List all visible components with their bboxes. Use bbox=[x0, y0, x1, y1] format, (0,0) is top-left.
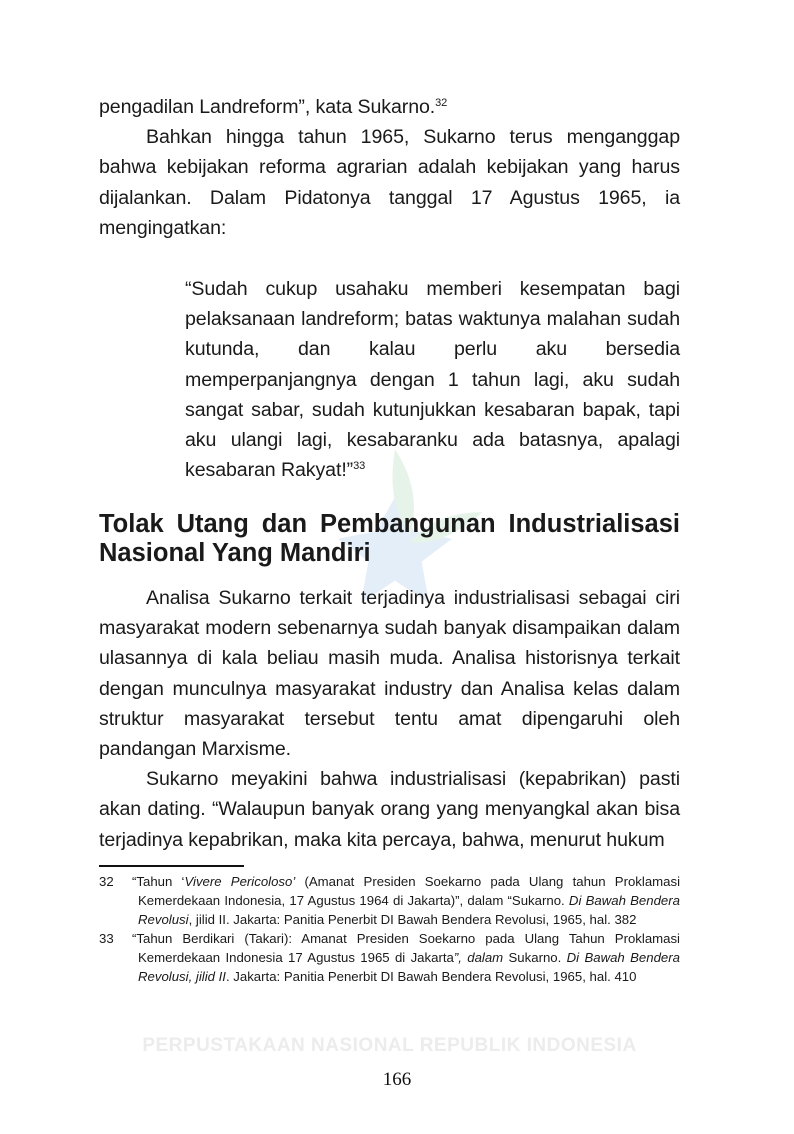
footnotes bbox=[99, 872, 680, 986]
quote-body: “Sudah cukup usahaku memberi kesempatan bagi pelaksanaan landreform; batas waktunya malahan sudah kutunda, dan kalau perlu aku bersedia memperpanjangnya dengan 1 tahun lagi, aku sudah sangat sabar, sudah kutunjukkan kesabaran bapak, tapi aku ulangi lagi, kesabaranku ada batasnya, apalagi kesabaran Rakyat!” bbox=[185, 278, 680, 482]
footnote-text bbox=[132, 872, 680, 929]
footnote-segment: , jilid II. Jakarta: Panitia Penerbit DI Bawah Bendera Revolusi, 1965, hal. 382 bbox=[188, 912, 637, 927]
footnote-segment: Sukarno. bbox=[503, 950, 567, 965]
section-heading-line-1: Tolak Utang dan Pembangunan Industrialisasi bbox=[99, 510, 680, 538]
footnote-segment: (Amanat Presiden Soekarno pada Ulang tahun Proklamasi Kemerdekaan Indonesia, 17 Agustus 1964 di Jakarta)”, dalam “Sukarno. bbox=[138, 874, 680, 908]
page-number: 166 bbox=[382, 1069, 412, 1090]
footnote-segment: “Tahun Berdikari (Takari): Amanat Presiden Soekarno pada Ulang Tahun Proklamasi Kemerdekaan Indonesia 17 Agustus 1965 di Jakarta bbox=[132, 931, 680, 965]
footnote-segment-italic: Di Bawah Bendera Revolusi bbox=[138, 893, 680, 927]
footnote-number: 33 bbox=[99, 931, 114, 946]
watermark-text: PERPUSTAKAAN NASIONAL REPUBLIK INDONESIA bbox=[142, 1035, 637, 1056]
section-body bbox=[99, 583, 680, 855]
top-text bbox=[99, 92, 680, 243]
paragraph-text: pengadilan Landreform”, kata Sukarno. bbox=[99, 96, 436, 118]
block-quote bbox=[185, 274, 680, 485]
footnote-32 bbox=[99, 872, 680, 929]
paragraph bbox=[99, 92, 680, 122]
footnote-ref[interactable]: 32 bbox=[435, 97, 448, 109]
paragraph: Sukarno meyakini bahwa industrialisasi (kepabrikan) pasti akan dating. “Walaupun banyak orang yang menyangkal akan bisa terjadinya kepabrikan, maka kita percaya, bahwa, menurut hukum bbox=[99, 768, 680, 851]
footnote-segment: . Jakarta: Panitia Penerbit DI Bawah Bendera Revolusi, 1965, hal. 410 bbox=[225, 969, 637, 984]
footnote-text bbox=[132, 929, 680, 986]
footnote-ref[interactable]: 33 bbox=[353, 460, 366, 473]
paragraph: Analisa Sukarno terkait terjadinya industrialisasi sebagai ciri masyarakat modern sebenarnya sudah banyak disampaikan dalam ulasannya di kala beliau masih muda. Analisa historisnya terkait dengan munculnya masyarakat industry dan Analisa kelas dalam struktur masyarakat tersebut tentu amat dipengaruhi oleh pandangan Marxisme. bbox=[99, 587, 680, 761]
section-heading-line-2: Nasional Yang Mandiri bbox=[99, 539, 371, 567]
footnote-segment-italic: Vivere Pericoloso’ bbox=[184, 874, 296, 889]
footnote-separator bbox=[99, 865, 244, 867]
footnote-segment-italic: Di Bawah Bendera Revolusi, jilid II bbox=[138, 950, 680, 984]
quote-text bbox=[185, 274, 680, 485]
paragraph: Bahkan hingga tahun 1965, Sukarno terus menganggap bahwa kebijakan reforma agrarian adalah kebijakan yang harus dijalankan. Dalam Pidatonya tanggal 17 Agustus 1965, ia mengingatkan: bbox=[99, 126, 680, 239]
footnote-segment-italic: ”, dalam bbox=[453, 950, 504, 965]
section-heading bbox=[99, 510, 680, 568]
footnote-number: 32 bbox=[99, 874, 114, 889]
footnote-33 bbox=[99, 929, 680, 986]
footnote-segment: “Tahun ‘ bbox=[132, 874, 185, 889]
